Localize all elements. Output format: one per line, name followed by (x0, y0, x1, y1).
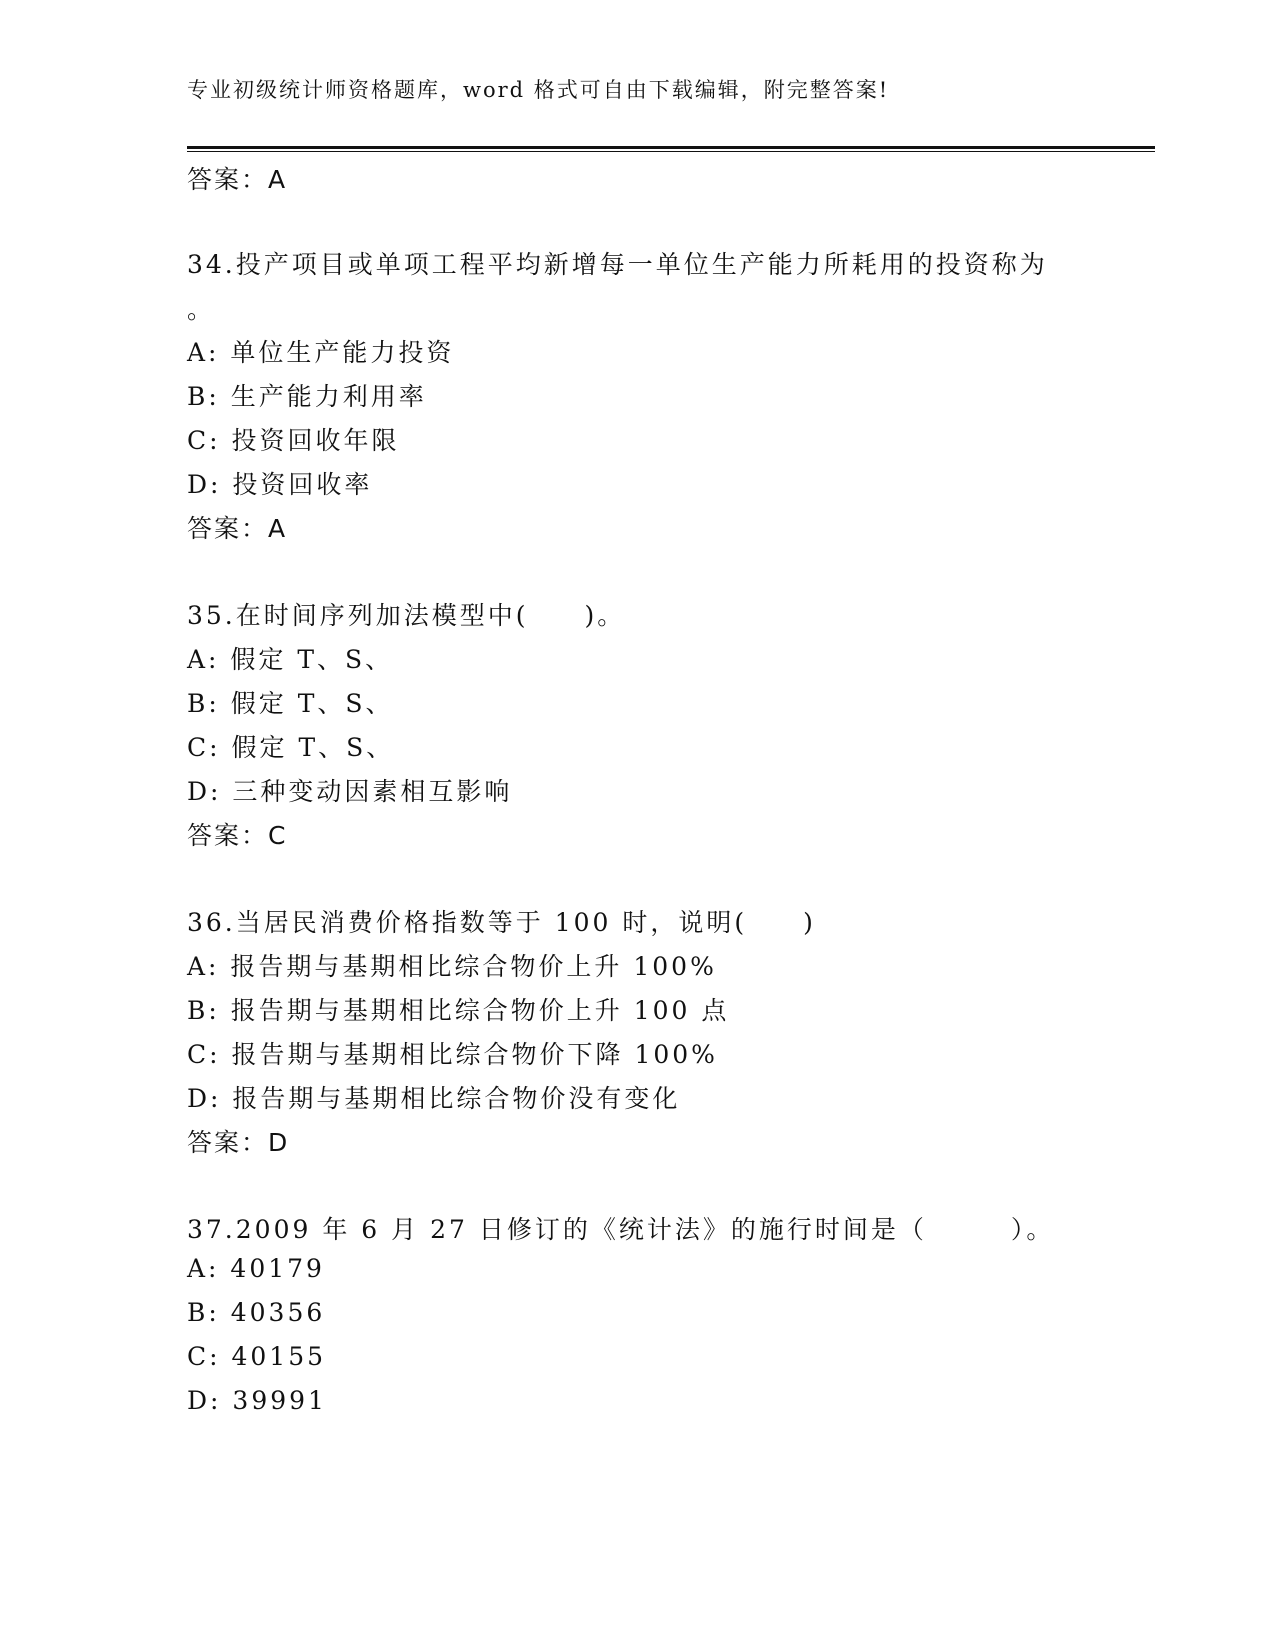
question-35-answer: 答案：C (187, 821, 288, 850)
question-35-option-b: B: 假定 T、S、 (187, 689, 394, 718)
question-36-stem: 36.当居民消费价格指数等于 100 时，说明( ) (187, 908, 816, 937)
question-37-option-b: B: 40356 (187, 1298, 326, 1327)
question-34-option-c: C: 投资回收年限 (187, 426, 400, 455)
question-36-option-d: D: 报告期与基期相比综合物价没有变化 (187, 1084, 681, 1113)
question-36-answer: 答案：D (187, 1128, 290, 1157)
question-37-option-c: C: 40155 (187, 1342, 327, 1371)
question-36-option-b: B: 报告期与基期相比综合物价上升 100 点 (187, 996, 730, 1025)
question-34-stem-continuation: 。 (187, 295, 216, 324)
question-35-option-a: A: 假定 T、S、 (187, 645, 394, 674)
question-35-stem: 35.在时间序列加法模型中( )。 (187, 601, 626, 630)
question-37-option-a: A: 40179 (187, 1254, 325, 1283)
question-35-option-d: D: 三种变动因素相互影响 (187, 777, 513, 806)
question-34-option-b: B: 生产能力利用率 (187, 382, 427, 411)
question-34-stem: 34.投产项目或单项工程平均新增每一单位生产能力所耗用的投资称为 (187, 250, 1048, 279)
question-36-option-c: C: 报告期与基期相比综合物价下降 100% (187, 1040, 718, 1069)
previous-answer: 答案：A (187, 165, 288, 194)
question-36-option-a: A: 报告期与基期相比综合物价上升 100% (187, 952, 717, 981)
question-34-answer: 答案：A (187, 514, 288, 543)
question-37-option-d: D: 39991 (187, 1386, 327, 1415)
header-rule-thin (187, 151, 1155, 152)
question-37-stem: 37.2009 年 6 月 27 日修订的《统计法》的施行时间是（ ）。 (187, 1215, 1055, 1244)
question-34-option-d: D: 投资回收率 (187, 470, 373, 499)
question-35-option-c: C: 假定 T、S、 (187, 733, 395, 762)
question-34-option-a: A: 单位生产能力投资 (187, 338, 455, 367)
page-header: 专业初级统计师资格题库，word 格式可自由下载编辑，附完整答案! (187, 78, 890, 102)
header-rule-thick (187, 146, 1155, 149)
